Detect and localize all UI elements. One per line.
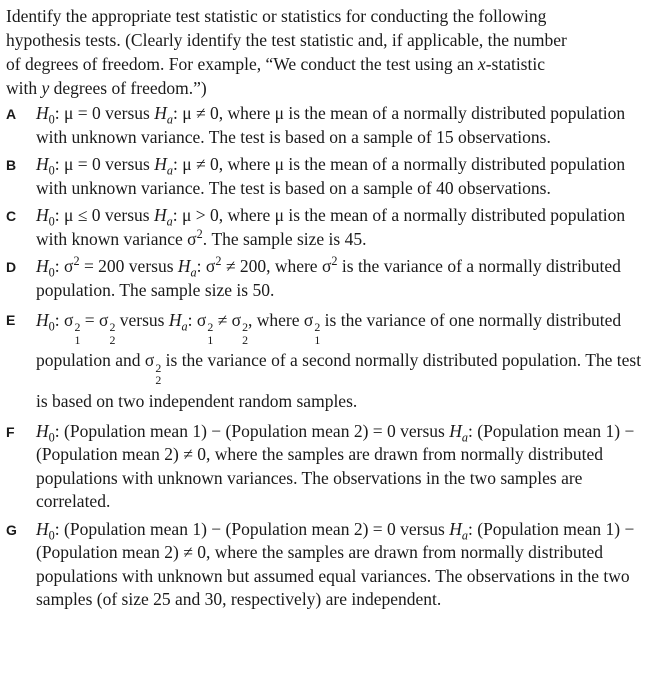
stack-superscript-two: 2 bbox=[207, 320, 214, 335]
intro-line-2: hypothesis tests. (Clearly identify the test statistic and, if applicable, the number bbox=[6, 30, 567, 50]
item-label-g: G bbox=[6, 521, 17, 538]
superscript-two: 2 bbox=[196, 226, 203, 241]
subscript-zero: 0 bbox=[48, 319, 55, 334]
intro-line-1: Identify the appropriate test statistic or statistics for conducting the following bbox=[6, 6, 547, 26]
question-intro bbox=[6, 4, 646, 100]
item-text-g bbox=[36, 518, 646, 612]
item-g bbox=[6, 518, 646, 612]
item-d-part-4: ≠ 200, where σ bbox=[221, 256, 332, 276]
item-c-part-3: . The sample size is 45. bbox=[202, 228, 367, 249]
superscript-two: 2 bbox=[73, 254, 80, 269]
item-text-f bbox=[36, 420, 646, 514]
item-label-f: F bbox=[6, 423, 15, 440]
item-label-c: C bbox=[6, 208, 17, 224]
stack-subscript-two: 2 bbox=[242, 332, 249, 347]
item-g-part-1: : (Population mean 1) − (Population mean 2) = 0 versus bbox=[54, 518, 450, 539]
item-label-b: B bbox=[6, 157, 17, 173]
stack-superscript-two: 2 bbox=[109, 320, 116, 335]
h-symbol: H bbox=[449, 518, 462, 539]
item-label-a: A bbox=[6, 106, 17, 122]
h-symbol: H bbox=[36, 256, 49, 276]
item-e-part-3: versus bbox=[115, 310, 169, 330]
item-d-part-2: = 200 versus bbox=[79, 256, 178, 276]
subscript-zero: 0 bbox=[48, 265, 55, 280]
item-label-d: D bbox=[6, 259, 17, 275]
item-f-part-1: : (Population mean 1) − (Population mean 2) = 0 versus bbox=[54, 420, 450, 441]
item-text-b bbox=[36, 153, 646, 200]
item-a-part-2: : μ ≠ 0, where μ is the mean of a normally distributed population with unknown variance. The test is based on a sample of 15 observations. bbox=[36, 103, 626, 147]
item-c-part-1: : μ ≤ 0 versus bbox=[54, 205, 154, 225]
item-text-e bbox=[36, 306, 646, 416]
stack-superscript-two: 2 bbox=[242, 320, 249, 335]
item-text-c bbox=[36, 204, 646, 251]
stack-subscript-two: 2 bbox=[155, 373, 162, 388]
item-e-part-1: : σ bbox=[54, 310, 74, 330]
h-symbol: H bbox=[449, 420, 462, 441]
intro-line-4-start: with bbox=[6, 78, 42, 98]
subscript-a: a bbox=[181, 319, 188, 334]
intro-line-3-end: -statistic bbox=[485, 54, 545, 74]
item-c bbox=[6, 204, 646, 251]
item-c-part-2: : μ > 0, where μ is the mean of a normally distributed population with known variance σ bbox=[36, 205, 626, 249]
subscript-zero: 0 bbox=[48, 112, 55, 127]
item-e-part-6: , where σ bbox=[248, 310, 314, 330]
item-b-part-2: : μ ≠ 0, where μ is the mean of a normally distributed population with unknown variance. The test is based on a sample of 40 observations. bbox=[36, 154, 626, 198]
item-d bbox=[6, 255, 646, 302]
stack-subscript-two: 2 bbox=[109, 332, 116, 347]
question-page bbox=[6, 4, 646, 616]
subscript-a: a bbox=[166, 214, 173, 229]
intro-x-variable: x bbox=[477, 54, 486, 74]
item-a bbox=[6, 102, 646, 149]
superscript-two: 2 bbox=[215, 254, 222, 269]
h-symbol: H bbox=[36, 205, 49, 225]
h-symbol: H bbox=[154, 103, 167, 123]
subscript-a: a bbox=[166, 163, 173, 178]
stack-subscript-one: 1 bbox=[74, 332, 81, 347]
h-symbol: H bbox=[36, 310, 49, 330]
item-e-part-7: is the variance of one normally distributed population and σ bbox=[36, 310, 622, 371]
subscript-a: a bbox=[166, 112, 173, 127]
item-f-part-2: : (Population mean 1) − (Population mean 2) ≠ 0, where the samples are drawn from normally distributed populations with unknown variances. The observations in the two samples are correlated. bbox=[36, 420, 635, 512]
item-b-part-1: : μ = 0 versus bbox=[54, 154, 155, 174]
stack-superscript-two: 2 bbox=[74, 320, 81, 335]
item-e-part-4: : σ bbox=[187, 310, 207, 330]
stack-superscript-two: 2 bbox=[155, 360, 162, 375]
item-text-d bbox=[36, 255, 646, 302]
stack-superscript-two: 2 bbox=[314, 320, 321, 335]
stack-subscript-one: 1 bbox=[314, 332, 321, 347]
h-symbol: H bbox=[36, 154, 49, 174]
h-symbol: H bbox=[36, 103, 49, 123]
subscript-a: a bbox=[461, 430, 468, 445]
h-symbol: H bbox=[153, 205, 167, 225]
item-d-part-3: : σ bbox=[196, 256, 216, 276]
item-b bbox=[6, 153, 646, 200]
stack-subscript-one: 1 bbox=[207, 332, 214, 347]
item-f bbox=[6, 420, 646, 514]
item-e-part-8: is the variance of a second normally distributed population. The test is based on two independent random samples. bbox=[36, 350, 642, 411]
subscript-zero: 0 bbox=[48, 163, 55, 178]
subscript-a: a bbox=[190, 265, 197, 280]
item-g-part-2: : (Population mean 1) − (Population mean 2) ≠ 0, where the samples are drawn from normally distributed populations with unknown but assumed equal variances. The observations in the two samples (of size 25 and 30, respectively) are independent. bbox=[36, 518, 635, 610]
h-symbol: H bbox=[168, 310, 182, 330]
item-d-part-5: is the variance of a normally distributed population. The sample size is 50. bbox=[36, 256, 621, 300]
superscript-two: 2 bbox=[331, 254, 338, 269]
intro-y-variable: y bbox=[41, 78, 50, 98]
item-d-part-1: : σ bbox=[54, 256, 74, 276]
intro-line-3: of degrees of freedom. For example, “We conduct the test using an bbox=[6, 54, 478, 74]
subscript-zero: 0 bbox=[48, 528, 55, 543]
h-symbol: H bbox=[36, 420, 49, 441]
intro-line-4-end: degrees of freedom.”) bbox=[49, 78, 207, 98]
subscript-zero: 0 bbox=[48, 214, 55, 229]
h-symbol: H bbox=[154, 154, 167, 174]
h-symbol: H bbox=[177, 256, 191, 276]
item-text-a bbox=[36, 102, 646, 149]
item-e bbox=[6, 306, 646, 416]
item-e-part-2: = σ bbox=[80, 310, 109, 330]
item-e-part-5: ≠ σ bbox=[213, 310, 242, 330]
h-symbol: H bbox=[36, 518, 49, 539]
subscript-a: a bbox=[461, 528, 468, 543]
item-label-e: E bbox=[6, 312, 16, 328]
subscript-zero: 0 bbox=[48, 430, 55, 445]
item-a-part-1: : μ = 0 versus bbox=[54, 103, 155, 123]
